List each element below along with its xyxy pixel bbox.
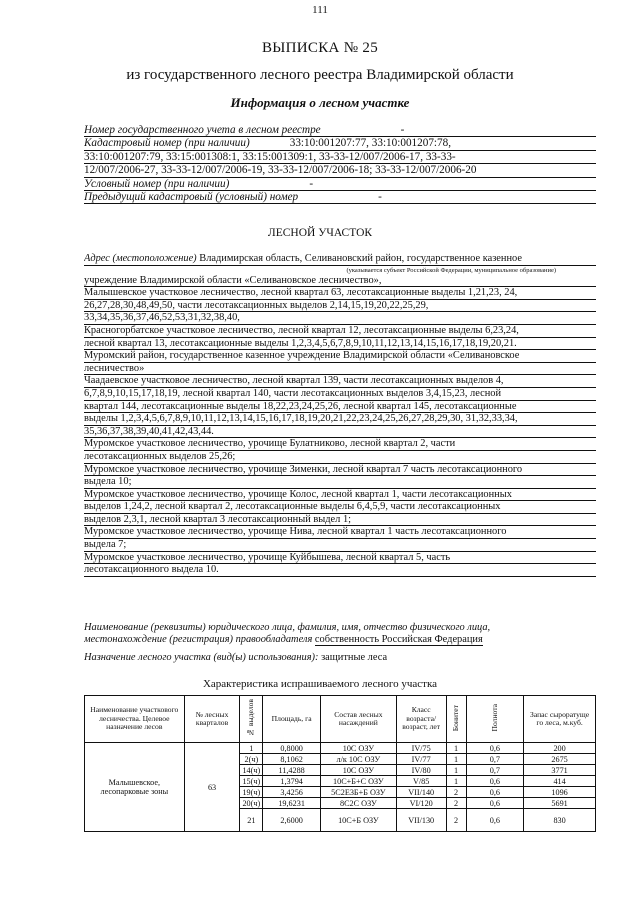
address-line: лесной квартал 13, лесотаксационные выделы 1,2,3,4,5,6,7,8,9,10,11,12,13,14,15,16,17,18,19,20,21. (84, 338, 596, 351)
holder-label-line-2: местонахождение (регистрация) правообладателя собственность Российская Федерация (84, 634, 483, 645)
table-cell: 0,6 (466, 798, 524, 809)
header-cell: № лесных кварталов (184, 696, 240, 743)
table-cell: 19,6231 (263, 798, 321, 809)
table-cell: л/к 10С ОЗУ (321, 754, 397, 765)
group-cell: Малышевское, лесопарковые зоны (85, 743, 185, 832)
address-line: Муромское участковое лесничество, урочище Булатниково, лесной квартал 2, части (84, 438, 596, 451)
purpose-value: защитные леса (321, 652, 388, 663)
table-cell: 1 (446, 754, 466, 765)
table-row (85, 743, 596, 754)
table-cell: 0,8000 (263, 743, 321, 754)
registry-block (84, 124, 596, 204)
table-cell: 0,6 (466, 743, 524, 754)
table-cell: V/85 (396, 776, 446, 787)
table-cell: 200 (524, 743, 596, 754)
address-line: Муромское участковое лесничество, урочище Зименки, лесной квартал 7 часть лесотаксационного (84, 464, 596, 477)
table-cell: 0,6 (466, 776, 524, 787)
table-cell: 0,6 (466, 809, 524, 832)
table-cell: 10С+Б ОЗУ (321, 809, 397, 832)
table-cell: 10С ОЗУ (321, 765, 397, 776)
header-cell: Класс возраста/ возраст, лет (396, 696, 446, 743)
header-cell: Запас сыроратуще го леса, м.куб. (524, 696, 596, 743)
table-cell: 0,7 (466, 754, 524, 765)
holder-label-line-1: Наименование (реквизиты) юридического лица, фамилия, имя, отчество физического лица, (84, 622, 491, 633)
address-first-line (84, 253, 596, 266)
table-cell: 0,7 (466, 765, 524, 776)
table-cell: 2675 (524, 754, 596, 765)
address-line: лесотаксационных выделов 25,26; (84, 451, 596, 464)
table-caption: Характеристика испрашиваемого лесного участка (202, 678, 438, 690)
page-number: 111 (312, 4, 328, 16)
registry-row: Предыдущий кадастровый (условный) номер - (84, 191, 596, 204)
header-cell: Бонитет (446, 696, 466, 743)
table-cell: 2,6000 (263, 809, 321, 832)
address-line: Муромское участковое лесничество, урочище Куйбышева, лесной квартал 5, часть (84, 552, 596, 565)
table-cell: 19(ч) (240, 787, 263, 798)
registry-row: Кадастровый номер (при наличии) 33:10:001207:77, 33:10:001207:78, (84, 137, 596, 150)
purpose-line (84, 652, 596, 664)
address-line: выделов 2,3,1, лесной квартал 3 лесотаксационный выдел 1; (84, 514, 596, 527)
header-cell: Площадь, га (263, 696, 321, 743)
address-line: лесничество» (84, 363, 596, 376)
address-lines (84, 275, 596, 577)
address-line: Муромский район, государственное казенное учреждение Владимирской области «Селивановское (84, 350, 596, 363)
address-line: Муромское участковое лесничество, урочище Колос, лесной квартал 1, части лесотаксационных (84, 489, 596, 502)
holder-block (84, 622, 596, 664)
address-note: (указывается субъект Российской Федерации, муниципальное образование) (346, 266, 556, 274)
table-cell: VI/120 (396, 798, 446, 809)
table-cell: 10С+Б+С ОЗУ (321, 776, 397, 787)
registry-row: Номер государственного учета в лесном реестре - (84, 124, 596, 137)
table-cell: 1,3794 (263, 776, 321, 787)
table-cell: 1 (240, 743, 263, 754)
table-cell: 11,4288 (263, 765, 321, 776)
header-cell: Состав лесных насаждений (321, 696, 397, 743)
table-cell: 8,1062 (263, 754, 321, 765)
registry-row: 33:10:001207:79, 33:15:001308:1, 33:15:001309:1, 33-33-12/007/2006-17, 33-33- (84, 151, 596, 164)
purpose-label: Назначение лесного участка (вид(ы) использования): (84, 652, 319, 663)
address-label: Адрес (местоположение) (84, 253, 197, 264)
table-cell: 414 (524, 776, 596, 787)
table-cell: 1 (446, 776, 466, 787)
table-cell: 5691 (524, 798, 596, 809)
table-body (85, 743, 596, 832)
table-cell: 15(ч) (240, 776, 263, 787)
table-cell: 10С ОЗУ (321, 743, 397, 754)
table-cell: IV/75 (396, 743, 446, 754)
info-heading: Информация о лесном участке (230, 95, 410, 110)
table-cell: IV/77 (396, 754, 446, 765)
address-line: лесотаксационного выдела 10. (84, 564, 596, 577)
table-cell: 21 (240, 809, 263, 832)
holder-value: собственность Российская Федерация (314, 634, 483, 645)
address-line: Муромское участковое лесничество, урочище Нива, лесной квартал 1 часть лесотаксационного (84, 526, 596, 539)
address-line: квартал 144, лесотаксационные выделы 18,22,23,24,25,26, лесной квартал 145, лесотаксационные (84, 401, 596, 414)
header-cell: Полнота (466, 696, 524, 743)
table-header-row (85, 696, 596, 743)
address-block (84, 253, 596, 577)
address-line: выдела 7; (84, 539, 596, 552)
header-cell: Наименование участкового лесничества. Целевое назначение лесов (85, 696, 185, 743)
table-cell: 2 (446, 809, 466, 832)
address-line: 33,34,35,36,37,46,52,53,31,32,38,40, (84, 312, 596, 325)
section-title: ЛЕСНОЙ УЧАСТОК (267, 227, 373, 239)
address-line: Красногорбатское участковое лесничество, лесной квартал 12, лесотаксационные выделы 6,23,24, (84, 325, 596, 338)
document-subtitle: из государственного лесного реестра Владимирской области (126, 67, 514, 83)
document-title: ВЫПИСКА № 25 (261, 40, 378, 56)
table-cell: VII/140 (396, 787, 446, 798)
address-line: выдела 10; (84, 476, 596, 489)
address-line: выделов 1,24,2, лесной квартал 2, лесотаксационные выделы 6,4,5,9, части лесотаксационных (84, 501, 596, 514)
address-line: Малышевское участковое лесничество, лесной квартал 63, лесотаксационные выделы 1,21,23, 24, (84, 287, 596, 300)
table-cell: 1 (446, 743, 466, 754)
address-line: выделы 1,2,3,4,5,6,7,8,9,10,11,12,13,14,15,16,17,18,19,20,21,22,23,24,25,26,27,28,29,30, 31,32,33,34, (84, 413, 596, 426)
table-cell: 8С2С ОЗУ (321, 798, 397, 809)
address-line: 6,7,8,9,10,15,17,18,19, лесной квартал 140, части лесотаксационных выделов 3,4,15,23, лесной (84, 388, 596, 401)
table-cell: 5С2Е3Б+Б ОЗУ (321, 787, 397, 798)
table-cell: 2 (446, 787, 466, 798)
address-first-text: Владимирская область, Селивановский район, государственное казенное (199, 253, 522, 264)
table-cell: 14(ч) (240, 765, 263, 776)
table-cell: VII/130 (396, 809, 446, 832)
address-line: Чаадаевское участковое лесничество, лесной квартал 139, части лесотаксационных выделов 4, (84, 375, 596, 388)
registry-row: Условный номер (при наличии) - (84, 178, 596, 191)
table-cell: 0,6 (466, 787, 524, 798)
table-cell: 3771 (524, 765, 596, 776)
table-cell: 2 (446, 798, 466, 809)
address-line: 35,36,37,38,39,40,41,42,43,44. (84, 426, 596, 439)
table-cell: 1 (446, 765, 466, 776)
table-cell: 3,4256 (263, 787, 321, 798)
kvartal-cell: 63 (184, 743, 240, 832)
table-cell: 830 (524, 809, 596, 832)
header-cell: № выделов (240, 696, 263, 743)
forest-table (84, 695, 596, 832)
address-line: 26,27,28,30,48,49,50, части лесотаксационных выделов 2,14,15,19,20,22,25,29, (84, 300, 596, 313)
table-cell: 2(ч) (240, 754, 263, 765)
address-line: учреждение Владимирской области «Селивановское лесничество», (84, 275, 596, 288)
registry-row: 12/007/2006-27, 33-33-12/007/2006-19, 33-33-12/007/2006-18; 33-33-12/007/2006-20 (84, 164, 596, 177)
table-cell: 20(ч) (240, 798, 263, 809)
table-cell: IV/80 (396, 765, 446, 776)
table-cell: 1096 (524, 787, 596, 798)
